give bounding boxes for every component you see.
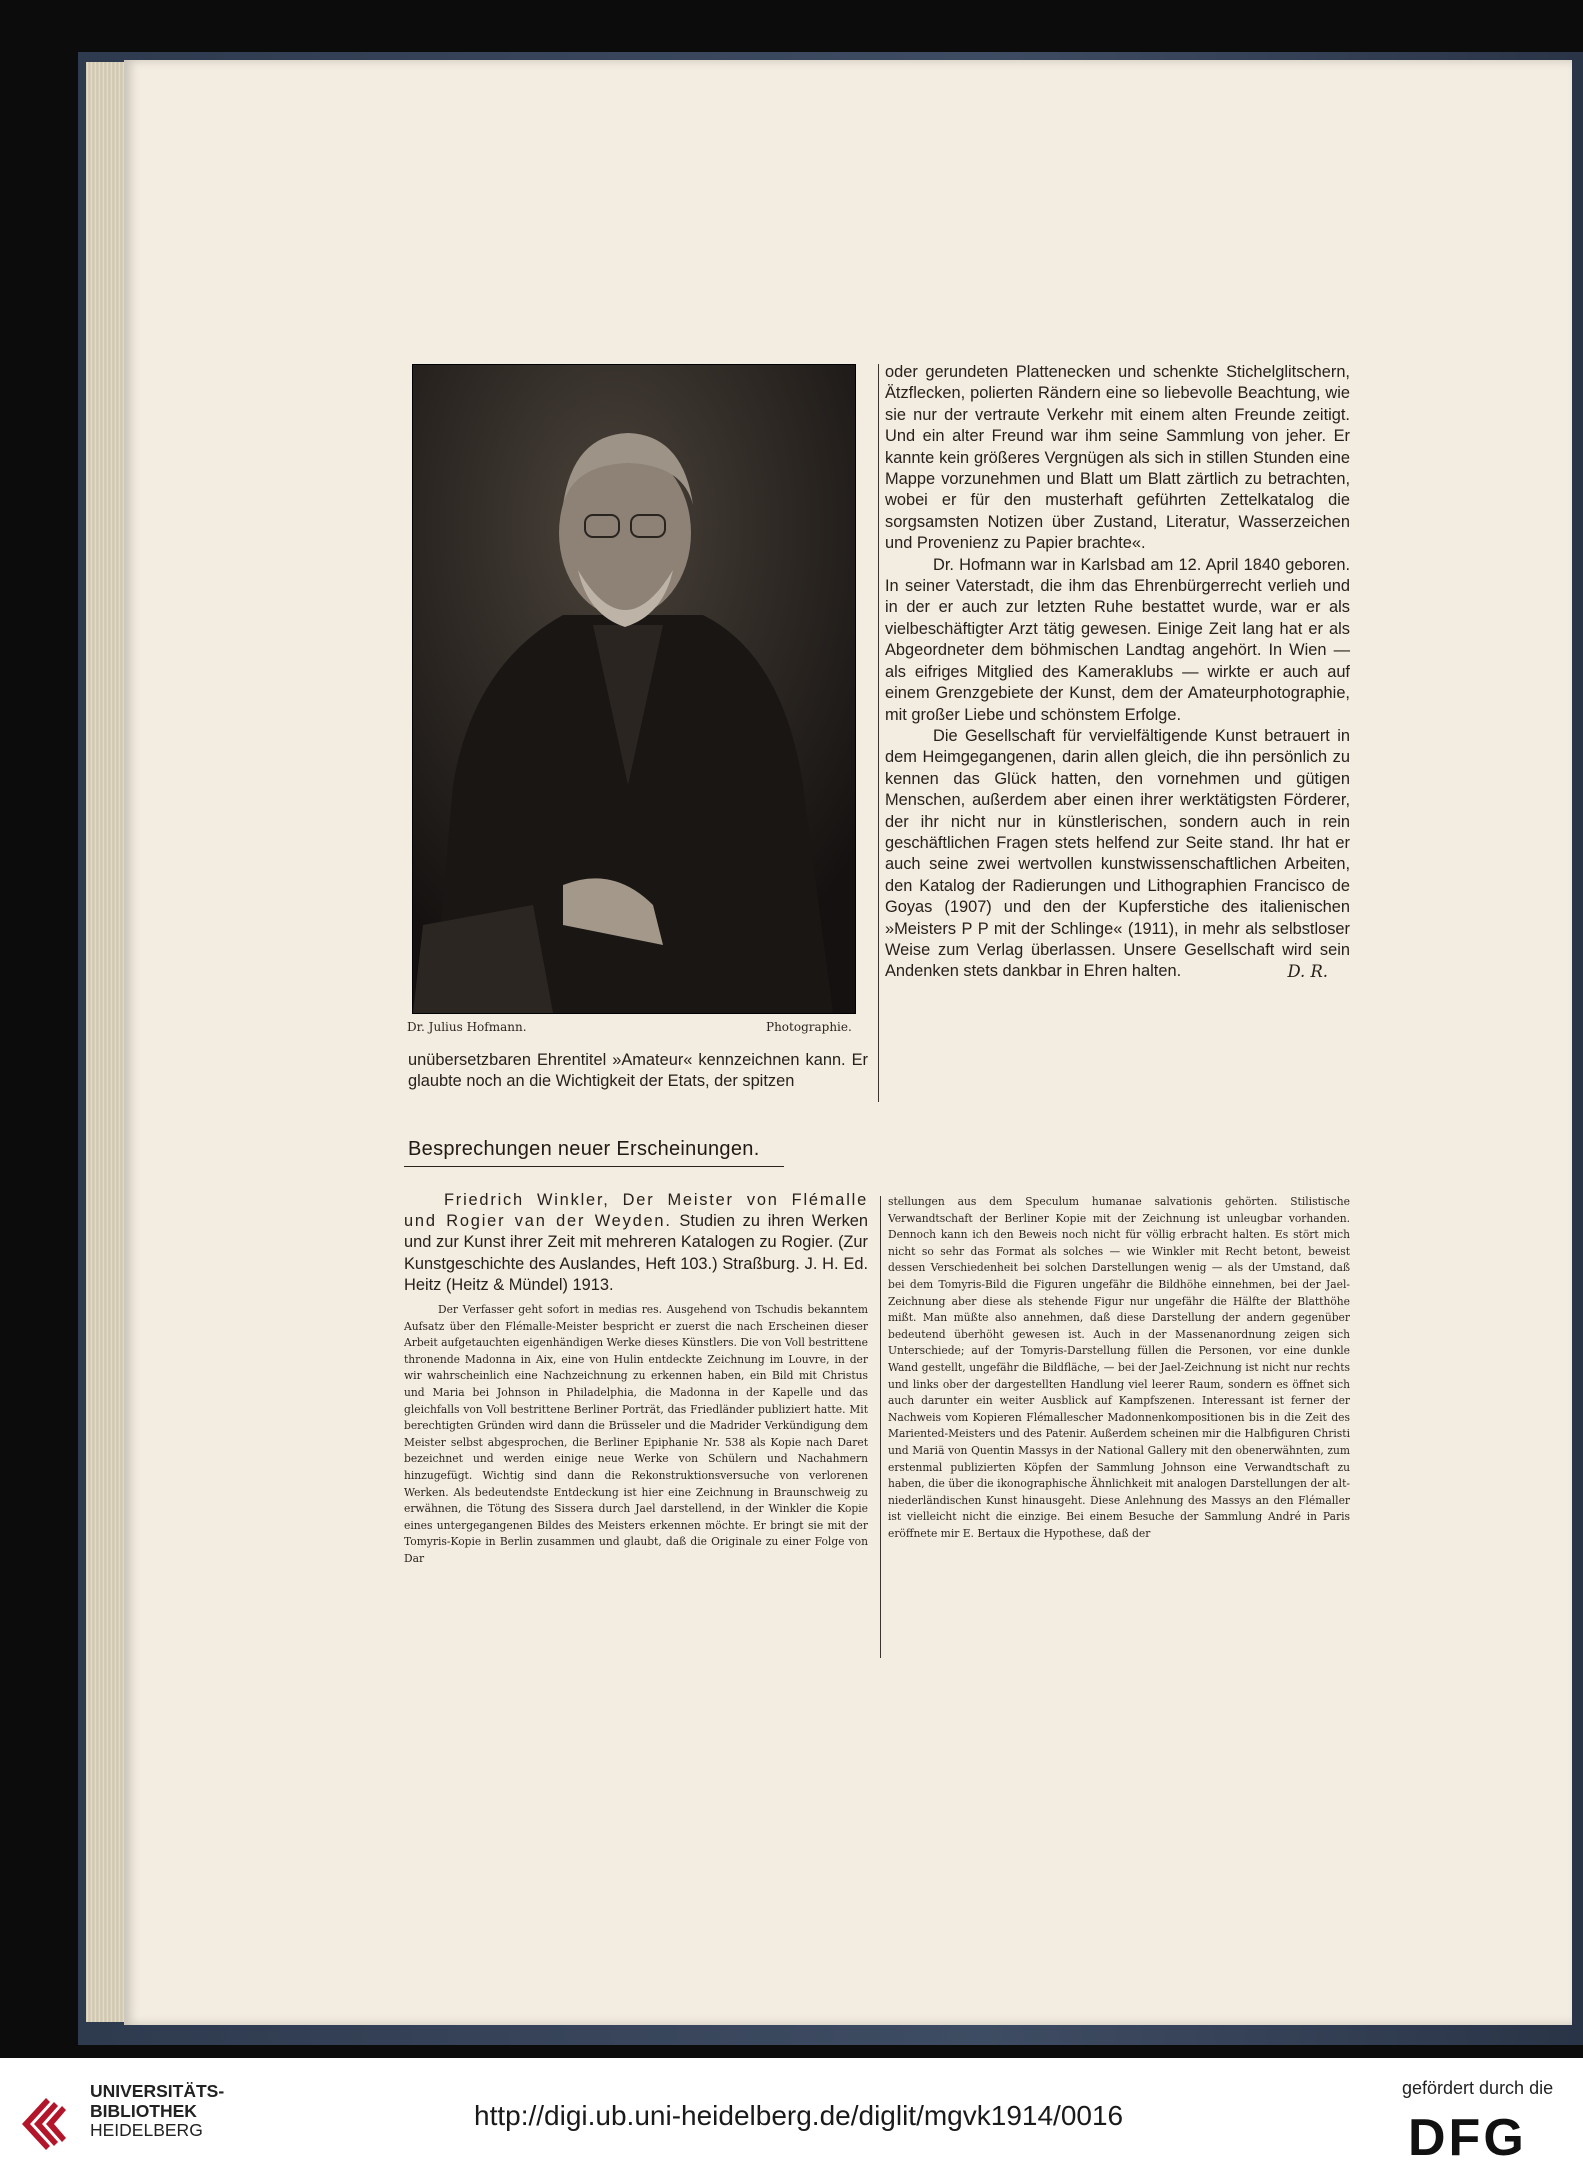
review-right-column <box>888 1194 1350 1542</box>
ub-line: UNIVERSITÄTS- <box>90 2081 225 2101</box>
paragraph: oder gerundeten Plattenecken und schenkte Stichelglitschern, Ätzflecken, polierten Rändern eine so liebevolle Beachtung, wie sie nur der vertraute Verkehr mit einem alten Freunde zeitigt. Und ein alter Freund war ihm seine Sammlung von jeher. Er kannte kein größeres Vergnügen als sich in stillen Stunden eine Mappe vorzunehmen und Blatt um Blatt zärtlich zu betrachten, wobei er für den musterhaft geführten Zettelkatalog die sorgsamsten Notizen über Zustand, Literatur, Wasserzeichen und Provenienz zu Papier brachte«. <box>885 363 1350 553</box>
review-body: Der Verfasser geht sofort in medias res. Ausgehend von Tschudis bekanntem Aufsatz über den Flémalle-Meister bespricht er zuerst die nach Erscheinen dieser Arbeit aufgetauchten eigenhändigen Werke dieses Künstlers. Die von Voll bestrittene thronende Madonna in Aix, eine von Hulin entdeckte Zeichnung im Louvre, in der wir wahrscheinlich eine Nachzeichnung zu erkennen haben, ein Bild mit Christus und Maria bei Johnson in Philadelphia, die Madonna in der Kapelle und das gleichfalls von Voll bestrittene Berliner Porträt, das Friedländer publiziert hatte. Mit berechtigten Gründen wird dann die Brüsseler und die Madrider Verkündigung dem Meister selbst abgesprochen, die Berliner Epiphanie Nr. 538 als Kopie nach Daret bezeichnet und werden einige neue Werke von Schülern und Nachahmern hinzugefügt. Wichtig sind dann die Rekonstruktionsversuche von verlorenen Werken. Als bedeutendste Entdeckung ist hier eine Zeichnung in Braunschweig zu erwähnen, die Tötung des Sissera durch Jael darstellend, in der Winkler die Kopie eines untergegangenen Bildes des Meisters erkennen möchte. Er bringt sie mit der Tomyris-Kopie in Berlin zusammen und glaubt, daß die Originale zu einer Folge von Dar <box>404 1303 868 1565</box>
review-body: stellungen aus dem Speculum humanae salvationis gehörten. Stilistische Verwandtschaft der Berliner Kopie mit der Zeichnung ist unleugbar vorhanden. Dennoch kann ich den Beweis noch nicht für völlig erbracht halten. Es stört mich nicht so sehr das Format als solches — wie Winkler mit Recht betont, beweist dessen Verschiedenheit bei solchen Darstellungen wenig — als der Umstand, daß bei dem Tomyris-Bild die Figuren ungefähr die Bildhöhe einnehmen, bei der Jael-Zeichnung aber diese als stehende Figur nur ungefähr die Hälfte der Blatthöhe mißt. Man müßte also annehmen, daß diese Darstellung der andern gegenüber bedeutend überhöht gewesen ist. Auch in der Massenanordnung zeigen sich Unterschiede; auf der Tomyris-Darstellung füllen die Personen, vor eine dunkle Wand gestellt, ungefähr die Bildfläche, — bei der Jael-Zeichnung ist nicht nur rechts und links ober der dargestellten Handlung viel leerer Raum, sondern es öffnet sich auch darunter ein weiter Ausblick auf Kampfszenen. Interessant ist ferner der Nachweis vom Kopieren Flémallescher Madonnenkompositionen bis in die Zeit des Mariented-Meisters und des Patenir. Außerdem scheinen mir die Halbfiguren Christi und Mariä von Quentin Massys in der National Gallery mit den obenerwähnten, zum erstenmal publizierten Köpfen der Sammlung Johnson eine Verwandtschaft zu haben, die über die ikonographische Ähnlichkeit mit analogen Darstellungen der altniederländischen Kunst hinausgeht. Diese Anlehnung des Massys an den Flémaller ist vielleicht nicht die einzige. Bei einem Besuche der Sammlung André in Paris eröffnete mir E. Bertaux die Hypothese, daß der <box>888 1195 1350 1540</box>
paragraph: unübersetzbaren Ehrentitel »Amateur« kennzeichnen kann. Er glaubte noch an die Wichtigkeit der Etats, der spitzen <box>408 1051 868 1091</box>
permalink-url[interactable]: http://digi.ub.uni-heidelberg.de/diglit/mgvk1914/0016 <box>474 2100 1124 2131</box>
column-divider <box>880 1196 881 1658</box>
obituary-right-column <box>885 362 1350 983</box>
paragraph: Dr. Hofmann war in Karlsbad am 12. April 1840 geboren. In seiner Vaterstadt, die ihm das Ehrenbürgerrecht verlieh und in der er auch zur letzten Ruhe bestattet wurde, war er als vielbeschäftigter Arzt tätig gewesen. Einige Zeit lang hat er als Abgeordneter dem böhmischen Landtag angehört. In Wien — als eifriges Mitglied des Kameraklubs — wirkte er auch auf einem Grenzgebiete der Kunst, dem der Amateurphotographie, mit großer Liebe und schönstem Erfolge. <box>885 555 1350 724</box>
ub-line: HEIDELBERG <box>90 2120 203 2140</box>
photo-caption-credit: Photographie. <box>766 1020 852 1034</box>
review-publication-info: Studien zu ihren Werken und zur Kunst ihrer Zeit mit mehreren Katalogen zu Rogier. (Zur Kunstgeschichte des Auslandes, Heft 103.) Straßburg. J. H. Ed. Heitz (Heitz & Mündel) 1913. <box>404 1212 869 1294</box>
dfg-logo: DFG <box>1408 2109 1527 2167</box>
university-library-logo <box>16 2078 88 2158</box>
ub-line: BIBLIOTHEK <box>90 2100 197 2121</box>
review-left-column <box>404 1190 868 1568</box>
section-title: Besprechungen neuer Erscheinungen. <box>408 1138 760 1160</box>
obituary-left-continuation <box>408 1050 868 1093</box>
page-stack-edge <box>86 62 126 2022</box>
column-divider <box>878 364 879 1102</box>
portrait-photograph <box>412 364 856 1014</box>
book-page <box>124 60 1572 2025</box>
review-heading <box>404 1190 868 1296</box>
section-underline <box>404 1166 784 1167</box>
paragraph-text: Die Gesellschaft für vervielfältigende Kunst betrauert in dem Heimgegangenen, darin allen gleich, die ihn persönlich zu kennen das Glück hatten, den vornehmen und gütigen Menschen, außerdem aber einen ihrer werktätigsten Förderer, der ihr nicht nur in künstlerischen, sondern auch in rein geschäftlichen Fragen stets helfend zur Seite stand. Ihr hat er auch seine zwei wertvollen kunstwissenschaftlichen Arbeiten, den Katalog der Radierungen und Lithographien Francisco de Goyas (1907) und den der Kupferstiche des italienischen »Meisters P P mit der Schlinge« (1911), in mehr als selbstloser Weise zum Verlag überlassen. Unsere Gesellschaft wird sein Andenken stets dankbar in Ehren halten. <box>885 726 1350 981</box>
photo-caption-name: Dr. Julius Hofmann. <box>407 1020 527 1034</box>
signature: D. R. <box>1287 962 1328 982</box>
funding-label: gefördert durch die <box>1402 2078 1554 2098</box>
paragraph <box>885 726 1350 983</box>
review-author-title: Friedrich Winkler, Der Meister von Flémalle und Rogier van der Weyden. <box>404 1191 868 1231</box>
university-library-name <box>90 2082 224 2141</box>
